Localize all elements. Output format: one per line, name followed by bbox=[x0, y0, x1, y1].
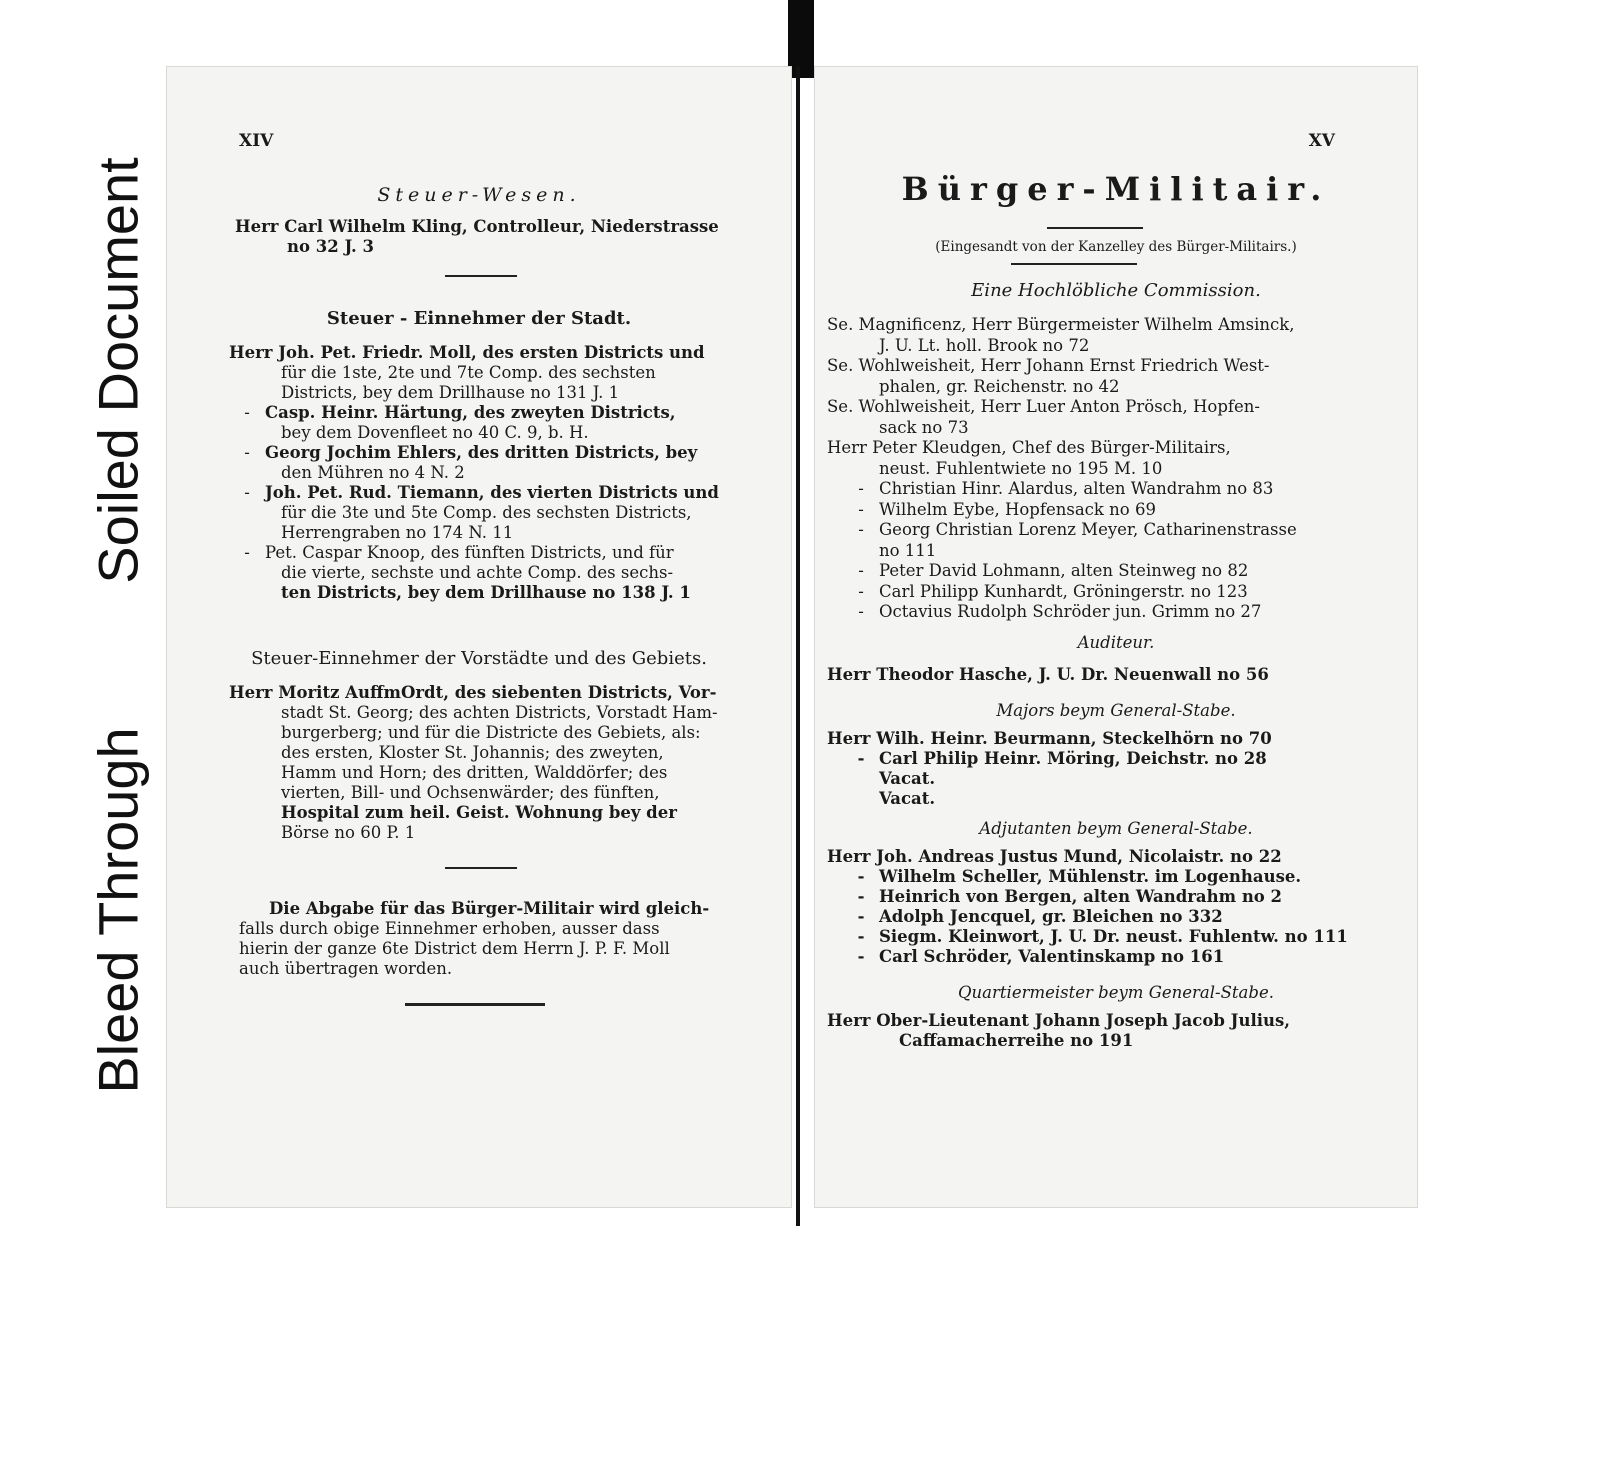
steuer-einnehmer-vorstaedte-title: Steuer-Einnehmer der Vorstädte und des Gebiets. bbox=[251, 648, 707, 669]
meyer-line-2: no 111 bbox=[879, 540, 937, 560]
knoop-line-2: die vierte, sechste und achte Comp. des sechs- bbox=[281, 563, 674, 582]
dash: - bbox=[858, 499, 864, 519]
proesch-line-1: Se. Wohlweisheit, Herr Luer Anton Prösch, Hopfen- bbox=[827, 397, 1260, 416]
haertung-line-2: bey dem Dovenfleet no 40 C. 9, b. H. bbox=[281, 423, 589, 442]
section-einnehmer-stadt bbox=[229, 343, 785, 603]
dash: - bbox=[244, 483, 250, 502]
divider-3 bbox=[405, 1003, 545, 1006]
subtitle-rule bbox=[1011, 263, 1137, 265]
beurmann-line: Herr Wilh. Heinr. Beurmann, Steckelhörn no 70 bbox=[827, 729, 1272, 748]
dash: - bbox=[857, 867, 865, 886]
auffmordt-line-7: Hospital zum heil. Geist. Wohnung bey der bbox=[281, 803, 677, 822]
tiemann-line-2: für die 3te und 5te Comp. des sechsten Districts, bbox=[281, 503, 692, 522]
dash: - bbox=[244, 543, 250, 562]
commission-heading: Eine Hochlöbliche Commission. bbox=[971, 280, 1261, 301]
title-rule bbox=[1047, 227, 1143, 229]
auffmordt-line-6: vierten, Bill- und Ochsenwärder; des fünften, bbox=[281, 783, 660, 802]
page-number-left: XIV bbox=[239, 131, 274, 151]
auffmordt-line-4: des ersten, Kloster St. Johannis; des zweyten, bbox=[281, 743, 664, 762]
section-steuer-wesen bbox=[235, 217, 775, 257]
dash: - bbox=[857, 749, 865, 768]
dash: - bbox=[858, 581, 864, 601]
tiemann-line-3: Herrengraben no 174 N. 11 bbox=[281, 523, 514, 542]
carl-schroeder-line: Carl Schröder, Valentinskamp no 161 bbox=[879, 947, 1225, 966]
ehlers-line-1: Georg Jochim Ehlers, des dritten Districts, bey bbox=[265, 443, 698, 462]
proesch-line-2: sack no 73 bbox=[879, 417, 969, 437]
dash: - bbox=[858, 561, 864, 580]
auffmordt-line-2: stadt St. Georg; des achten Districts, Vorstadt Ham- bbox=[281, 703, 718, 722]
moll-line-2: für die 1ste, 2te und 7te Comp. des sechsten bbox=[281, 363, 656, 382]
tiemann-line-1: Joh. Pet. Rud. Tiemann, des vierten Districts und bbox=[265, 483, 719, 502]
auditeur-heading: Auditeur. bbox=[1077, 633, 1155, 652]
jencquel-line: Adolph Jencquel, gr. Bleichen no 332 bbox=[879, 907, 1223, 926]
haertung-line-1: Casp. Heinr. Härtung, des zweyten Districts, bbox=[265, 403, 676, 422]
book-spine-gutter bbox=[796, 66, 800, 1226]
left-page bbox=[166, 66, 792, 1208]
note-buerger-militair bbox=[239, 899, 779, 979]
kleinwort-line: Siegm. Kleinwort, J. U. Dr. neust. Fuhlentw. no 111 bbox=[879, 927, 1348, 946]
westphalen-line-1: Se. Wohlweisheit, Herr Johann Ernst Friedrich West- bbox=[827, 356, 1270, 375]
auditeur-line: Herr Theodor Hasche, J. U. Dr. Neuenwall no 56 bbox=[827, 665, 1269, 684]
dash: - bbox=[244, 403, 250, 422]
section-steuer-wesen-title bbox=[167, 185, 791, 206]
lohmann-line: Peter David Lohmann, alten Steinweg no 82 bbox=[879, 561, 1249, 580]
kleudgen-line-2: neust. Fuhlentwiete no 195 M. 10 bbox=[879, 458, 1163, 478]
mund-line: Herr Joh. Andreas Justus Mund, Nicolaistr. no 22 bbox=[827, 847, 1282, 866]
dash: - bbox=[857, 907, 865, 926]
divider-2 bbox=[445, 867, 517, 869]
dash: - bbox=[857, 947, 865, 966]
knoop-line-1: Pet. Caspar Knoop, des fünften Districts, und für bbox=[265, 543, 674, 562]
quartiermeister-list bbox=[827, 1011, 1411, 1051]
soiled-document-text: Soiled Document bbox=[86, 156, 150, 584]
meyer-line-1: Georg Christian Lorenz Meyer, Catharinenstrasse bbox=[879, 520, 1297, 539]
julius-line-2: Caffamacherreihe no 191 bbox=[899, 1031, 1134, 1050]
note-line-1: Die Abgabe für das Bürger-Militair wird gleich- bbox=[269, 899, 710, 918]
kunhardt-line: Carl Philipp Kunhardt, Gröningerstr. no 123 bbox=[879, 581, 1248, 601]
dash: - bbox=[857, 887, 865, 906]
knoop-line-3: ten Districts, bey dem Drillhause no 138 J. 1 bbox=[281, 583, 691, 602]
note-line-4: auch übertragen worden. bbox=[239, 959, 453, 978]
auffmordt-line-8: Börse no 60 P. 1 bbox=[281, 823, 416, 842]
right-page bbox=[814, 66, 1418, 1208]
divider-1 bbox=[445, 275, 517, 277]
alardus-line: Christian Hinr. Alardus, alten Wandrahm no 83 bbox=[879, 479, 1274, 498]
auffmordt-line-5: Hamm und Horn; des dritten, Walddörfer; des bbox=[281, 763, 668, 782]
bleed-through-label bbox=[72, 660, 164, 1160]
buerger-militair-title: Bürger-Militair. bbox=[901, 170, 1331, 208]
auffmordt-line-3: burgerberg; und für die Districte des Gebiets, als: bbox=[281, 723, 701, 742]
julius-line-1: Herr Ober-Lieutenant Johann Joseph Jacob Julius, bbox=[827, 1011, 1291, 1030]
moll-line-3: Districts, bey dem Drillhause no 131 J. 1 bbox=[281, 383, 620, 402]
ehlers-line-2: den Mühren no 4 N. 2 bbox=[281, 463, 465, 482]
vacat-2: Vacat. bbox=[879, 789, 936, 808]
note-line-2: falls durch obige Einnehmer erhoben, ausser dass bbox=[239, 919, 660, 938]
quartiermeister-heading: Quartiermeister beym General-Stabe. bbox=[958, 983, 1274, 1002]
eybe-line: Wilhelm Eybe, Hopfensack no 69 bbox=[879, 499, 1156, 519]
vacat-1: Vacat. bbox=[879, 769, 936, 788]
dash: - bbox=[858, 479, 864, 498]
kling-line-2: no 32 J. 3 bbox=[287, 237, 374, 256]
majors-list bbox=[827, 729, 1411, 809]
scheller-line: Wilhelm Scheller, Mühlenstr. im Logenhause. bbox=[879, 867, 1302, 886]
commission-members bbox=[827, 315, 1411, 623]
page-number-right: XV bbox=[1308, 131, 1335, 151]
moering-line: Carl Philip Heinr. Möring, Deichstr. no 28 bbox=[879, 749, 1267, 768]
auffmordt-line-1: Herr Moritz AuffmOrdt, des siebenten Districts, Vor- bbox=[229, 683, 717, 702]
kling-line-1: Herr Carl Wilhelm Kling, Controlleur, Niederstrasse bbox=[235, 217, 719, 236]
schroeder-line: Octavius Rudolph Schröder jun. Grimm no 27 bbox=[879, 602, 1262, 621]
steuer-einnehmer-stadt-title: Steuer - Einnehmer der Stadt. bbox=[326, 308, 632, 329]
section-einnehmer-vorstaedte bbox=[229, 683, 785, 843]
dash: - bbox=[244, 443, 250, 462]
adjutanten-list bbox=[827, 847, 1411, 967]
amsinck-line-2: J. U. Lt. holl. Brook no 72 bbox=[879, 335, 1090, 355]
majors-heading: Majors beym General-Stabe. bbox=[996, 701, 1236, 720]
bleed-through-text: Bleed Through bbox=[86, 726, 150, 1094]
soiled-document-label bbox=[72, 100, 164, 640]
subtitle: (Eingesandt von der Kanzelley des Bürger-Militairs.) bbox=[935, 239, 1297, 255]
dash: - bbox=[858, 602, 864, 621]
note-line-3: hierin der ganze 6te District dem Herrn J. P. F. Moll bbox=[239, 939, 670, 958]
dash: - bbox=[857, 927, 865, 946]
westphalen-line-2: phalen, gr. Reichenstr. no 42 bbox=[879, 376, 1120, 396]
adjutanten-heading: Adjutanten beym General-Stabe. bbox=[979, 819, 1253, 838]
dash: - bbox=[858, 520, 864, 539]
steuer-wesen-title: Steuer-Wesen. bbox=[377, 184, 581, 206]
bergen-line: Heinrich von Bergen, alten Wandrahm no 2 bbox=[879, 887, 1283, 906]
buerger-militair-title-wrap bbox=[815, 170, 1417, 208]
amsinck-line-1: Se. Magnificenz, Herr Bürgermeister Wilhelm Amsinck, bbox=[827, 315, 1295, 334]
kleudgen-line-1: Herr Peter Kleudgen, Chef des Bürger-Militairs, bbox=[827, 438, 1231, 457]
moll-line-1: Herr Joh. Pet. Friedr. Moll, des ersten Districts und bbox=[229, 343, 705, 362]
